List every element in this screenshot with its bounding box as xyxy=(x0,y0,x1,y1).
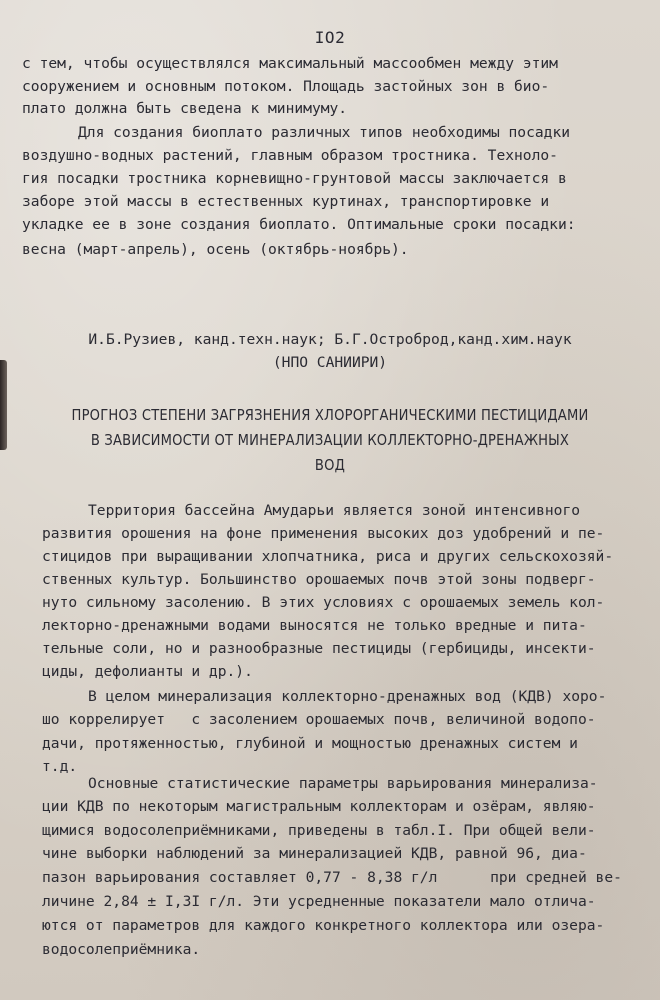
article-organization: (НПО САНИИРИ) xyxy=(272,354,388,371)
text-line: воздушно-водных растений, главным образом тростника. Техноло- xyxy=(22,147,558,164)
text-line: Основные статистические параметры варьирования минерализа- xyxy=(88,775,598,792)
text-line: гия посадки тростника корневищно-грунтовой массы заключается в xyxy=(22,170,567,187)
text-line: ции КДВ по некоторым магистральным коллекторам и озёрам, являю- xyxy=(42,798,596,815)
text-line: циды, дефолианты и др.). xyxy=(42,663,253,680)
text-line: т.д. xyxy=(42,758,78,775)
text-line: нуто сильному засолению. В этих условиях с орошаемых земель кол- xyxy=(42,594,605,611)
text-line: В целом минерализация коллекторно-дренажных вод (КДВ) хоро- xyxy=(88,688,607,705)
text-line: укладке ее в зоне создания биоплато. Оптимальные сроки посадки: xyxy=(22,216,576,233)
text-line: плато должна быть сведена к минимуму. xyxy=(22,100,348,117)
text-line: заборе этой массы в естественных куртинах, транспортировке и xyxy=(22,193,550,210)
article-title-line: В ЗАВИСИМОСТИ ОТ МИНЕРАЛИЗАЦИИ КОЛЛЕКТОРНО-ДРЕНАЖНЫХ xyxy=(90,431,570,449)
text-line: водосолеприёмника. xyxy=(42,941,201,958)
text-line: Территория бассейна Амударьи является зоной интенсивного xyxy=(88,502,581,519)
text-line: ственных культур. Большинство орошаемых почв этой зоны подверг- xyxy=(42,571,596,588)
text-line: лекторно-дренажными водами выносятся не только вредные и пита- xyxy=(42,617,587,634)
text-line: с тем, чтобы осуществлялся максимальный массообмен между этим xyxy=(22,55,558,72)
text-line: стицидов при выращивании хлопчатника, риса и других сельскохозяй- xyxy=(42,548,614,565)
page-number: IO2 xyxy=(314,28,346,47)
article-title-line: ПРОГНОЗ СТЕПЕНИ ЗАГРЯЗНЕНИЯ ХЛОРОРГАНИЧЕСКИМИ ПЕСТИЦИДАМИ xyxy=(71,406,589,424)
text-line: тельные соли, но и разнообразные пестициды (гербициды, инсекти- xyxy=(42,640,596,657)
text-line: весна (март-апрель), осень (октябрь-ноябрь). xyxy=(22,241,409,258)
text-line: пазон варьирования составляет 0,77 - 8,38 г/л при средней ве- xyxy=(42,869,622,886)
text-line: личине 2,84 ± I,3I г/л. Эти усредненные показатели мало отлича- xyxy=(42,893,596,910)
text-line: дачи, протяженностью, глубиной и мощностью дренажных систем и xyxy=(42,735,578,752)
text-line: шо коррелирует с засолением орошаемых почв, величиной водопо- xyxy=(42,711,596,728)
text-line: щимися водосолеприёмниками, приведены в табл.I. При общей вели- xyxy=(42,822,596,839)
article-title-line: ВОД xyxy=(314,456,346,474)
text-line: сооружением и основным потоком. Площадь застойных зон в био- xyxy=(22,78,550,95)
text-line: Для создания биоплато различных типов необходимы посадки xyxy=(78,124,571,141)
text-line: ются от параметров для каждого конкретного коллектора или озера- xyxy=(42,917,605,934)
article-authors: И.Б.Рузиев, канд.техн.наук; Б.Г.Остроброд,канд.хим.наук xyxy=(88,331,572,348)
text-line: чине выборки наблюдений за минерализацией КДВ, равной 96, диа- xyxy=(42,845,587,862)
text-line: развития орошения на фоне применения высоких доз удобрений и пе- xyxy=(42,525,605,542)
page-binding-edge xyxy=(0,360,7,450)
